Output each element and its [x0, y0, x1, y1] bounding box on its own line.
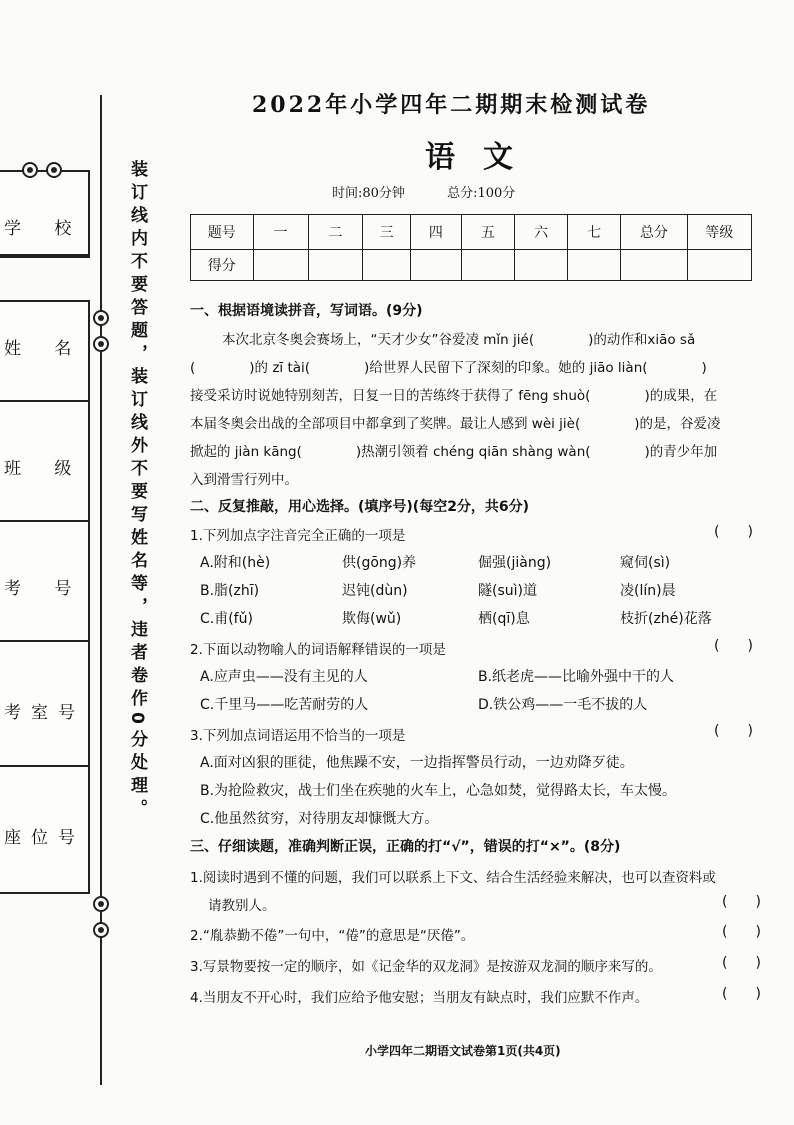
exam-number-field — [0, 520, 90, 644]
section1-line: 掀起的 jiàn kāng( )热潮引领着 chéng qiān shàng wàn( )的青少年加 — [190, 444, 718, 460]
score-table-header-row — [191, 215, 752, 250]
option: 隧(suì)道 — [478, 583, 537, 599]
section1-line: 本届冬奥会出战的全部项目中都拿到了奖牌。最让人感到 wèi jiè( )的是，谷爱凌 — [190, 416, 721, 432]
name-label: 姓 名 — [4, 339, 86, 359]
class-label: 班 级 — [4, 459, 86, 479]
score-col-header: 总分 — [621, 215, 687, 250]
option: 凌(lín)晨 — [620, 583, 676, 599]
judge-item-text: 3.写景物要按一定的顺序，如《记金华的双龙洞》是按游双龙洞的顺序来写的。 — [190, 959, 662, 975]
judge-item-text: 1.阅读时遇到不懂的问题，我们可以联系上下文、结合生活经验来解决，也可以查资料或 — [190, 870, 716, 886]
answer-paren[interactable]: ( ) — [714, 638, 753, 654]
answer-paren[interactable]: ( ) — [722, 924, 761, 940]
seat-number-label: 座位号 — [4, 828, 85, 848]
option: B.纸老虎——比喻外强中干的人 — [478, 669, 675, 685]
answer-paren[interactable]: ( ) — [714, 524, 753, 540]
option: 迟钝(dùn) — [342, 583, 408, 599]
option: 供(gōng)养 — [342, 555, 417, 571]
divider — [0, 254, 90, 256]
judge-item-text: 4.当朋友不开心时，我们应给予他安慰；当朋友有缺点时，我们应默不作声。 — [190, 990, 649, 1006]
score-col-header: 五 — [461, 215, 514, 250]
exam-meta — [332, 182, 539, 201]
section1-line: 入到滑雪行列中。 — [190, 472, 298, 488]
score-col-header: 二 — [308, 215, 363, 250]
exam-room-label: 考室号 — [4, 703, 85, 723]
score-col-header: 等级 — [687, 215, 752, 250]
option: A.附和(hè) — [200, 555, 271, 571]
exam-time: 时间:80分钟 — [332, 186, 405, 201]
answer-paren[interactable]: ( ) — [722, 955, 761, 971]
section1-heading: 一、根据语境读拼音，写词语。(9分) — [190, 303, 423, 319]
score-cell[interactable] — [308, 250, 363, 281]
score-col-header: 六 — [515, 215, 568, 250]
option: C.甫(fǔ) — [200, 611, 253, 627]
judge-item-text: 2.“胤恭勤不倦”一句中，“倦”的意思是“厌倦”。 — [190, 928, 475, 944]
score-cell[interactable] — [253, 250, 308, 281]
answer-paren[interactable]: ( ) — [722, 986, 761, 1002]
exam-total: 总分:100分 — [447, 186, 516, 201]
option: B.脂(zhī) — [200, 583, 260, 599]
answer-paren[interactable]: ( ) — [722, 894, 761, 910]
score-cell[interactable] — [461, 250, 514, 281]
option: 倔强(jiàng) — [478, 555, 552, 571]
section3-heading: 三、仔细读题，准确判断正误，正确的打“√”，错误的打“×”。(8分) — [190, 839, 621, 855]
section1-line: ( )的 zī tài( )给世界人民留下了深刻的印象。她的 jiāo liàn( ) — [190, 360, 707, 376]
binding-hole-icon — [46, 162, 62, 178]
score-col-header: 三 — [363, 215, 410, 250]
binding-hole-icon — [93, 922, 109, 938]
score-cell[interactable] — [410, 250, 461, 281]
binding-hole-icon — [93, 310, 109, 326]
option: 欺侮(wǔ) — [342, 611, 402, 627]
section2-heading: 二、反复推敲，用心选择。(填序号)(每空2分，共6分) — [190, 499, 530, 515]
class-field — [0, 400, 90, 524]
option: C.千里马——吃苦耐劳的人 — [200, 697, 369, 713]
score-cell[interactable] — [621, 250, 687, 281]
option: D.铁公鸡——一毛不拔的人 — [478, 697, 648, 713]
school-field — [0, 170, 90, 258]
exam-number-label: 考 号 — [4, 579, 86, 599]
section1-line: 接受采访时说她特别刻苦，日复一日的苦练终于获得了 fēng shuò( )的成果，在 — [190, 388, 718, 404]
score-table-row — [191, 250, 752, 281]
score-cell[interactable] — [687, 250, 752, 281]
judge-item-text: 请教别人。 — [208, 898, 276, 914]
seat-number-field — [0, 765, 90, 894]
score-col-header: 四 — [410, 215, 461, 250]
option: A.应声虫——没有主见的人 — [200, 669, 368, 685]
question-2-3-stem: 3.下列加点词语运用不恰当的一项是 — [190, 728, 406, 744]
name-field — [0, 300, 90, 404]
question-2-2-stem: 2.下面以动物喻人的词语解释错误的一项是 — [190, 642, 446, 658]
option: B.为抢险救灾，战士们坐在疾驰的火车上，心急如焚，觉得路太长，车太慢。 — [200, 783, 677, 799]
binding-warning: 装订线内不要答题，装订线外不要写姓名等，违者卷作0分处理。 — [127, 160, 147, 822]
option: C.他虽然贫穷，对待朋友却慷慨大方。 — [200, 811, 439, 827]
option: A.面对凶狠的匪徒，他焦躁不安，一边指挥警员行动，一边劝降歹徒。 — [200, 755, 634, 771]
score-col-header: 一 — [253, 215, 308, 250]
section1-line: 本次北京冬奥会赛场上，“天才少女”谷爱凌 mǐn jié( )的动作和xiāo sǎ — [222, 332, 696, 348]
score-row-label: 得分 — [191, 250, 254, 281]
option: 栖(qī)息 — [478, 611, 530, 627]
school-label: 学 校 — [4, 219, 86, 239]
question-2-1-stem: 1.下列加点字注音完全正确的一项是 — [190, 528, 406, 544]
exam-room-field — [0, 640, 90, 769]
exam-title: 2022年小学四年二期期末检测试卷 — [252, 92, 651, 118]
score-cell[interactable] — [568, 250, 621, 281]
option: 枝折(zhé)花落 — [620, 611, 712, 627]
score-cell[interactable] — [515, 250, 568, 281]
page-footer: 小学四年二期语文试卷第1页(共4页) — [365, 1044, 561, 1058]
binding-hole-icon — [22, 162, 38, 178]
answer-paren[interactable]: ( ) — [714, 723, 753, 739]
score-cell[interactable] — [363, 250, 410, 281]
score-col-header: 七 — [568, 215, 621, 250]
binding-hole-icon — [93, 896, 109, 912]
score-table — [190, 214, 752, 281]
option: 窥伺(sì) — [620, 555, 671, 571]
score-col-header: 题号 — [191, 215, 254, 250]
binding-hole-icon — [93, 336, 109, 352]
subject-title: 语文 — [425, 140, 541, 175]
